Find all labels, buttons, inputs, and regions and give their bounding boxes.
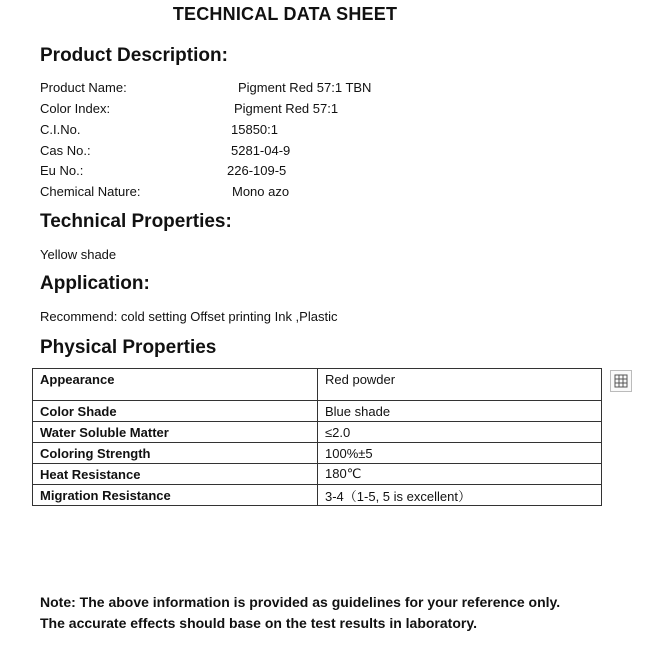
- technical-properties-heading: Technical Properties:: [40, 211, 232, 232]
- property-cell: Color Shade: [33, 401, 318, 422]
- table-row: [33, 464, 602, 485]
- table-row: [33, 485, 602, 506]
- value-cell: 100%±5: [318, 443, 602, 464]
- table-grid-icon-graphic: [611, 371, 631, 391]
- physical-properties-heading: Physical Properties: [40, 337, 217, 358]
- property-cell: Coloring Strength: [33, 443, 318, 464]
- eu-no-label: Eu No.:: [40, 163, 84, 178]
- chemical-nature-label: Chemical Nature:: [40, 184, 141, 199]
- value-cell: ≤2.0: [318, 422, 602, 443]
- value-cell: 3-4（1-5, 5 is excellent）: [318, 485, 602, 506]
- physical-properties-table: [32, 368, 602, 506]
- table-row: [33, 401, 602, 422]
- property-cell: Appearance: [33, 369, 318, 401]
- chemical-nature-value: Mono azo: [232, 184, 290, 199]
- value-cell: 180℃: [318, 464, 602, 485]
- document-title: TECHNICAL DATA SHEET: [172, 4, 398, 24]
- eu-no-value: 226-109-5: [227, 163, 287, 178]
- property-cell: Migration Resistance: [33, 485, 318, 506]
- value-cell: Blue shade: [318, 401, 602, 422]
- table-row: [33, 422, 602, 443]
- value-cell: Red powder: [318, 369, 602, 401]
- color-index-value: Pigment Red 57:1: [234, 101, 339, 116]
- ci-no-value: 15850:1: [231, 122, 278, 137]
- table-grid-icon[interactable]: [610, 370, 632, 392]
- cas-no-value: 5281-04-9: [231, 143, 291, 158]
- property-cell: Water Soluble Matter: [33, 422, 318, 443]
- note-line-1: Note: The above information is provided as guidelines for your reference only.: [40, 594, 561, 610]
- cas-no-label: Cas No.:: [40, 143, 91, 158]
- color-index-label: Color Index:: [40, 101, 111, 116]
- product-description-heading: Product Description:: [40, 45, 228, 66]
- table-row: [33, 369, 602, 401]
- product-name-label: Product Name:: [40, 80, 127, 95]
- application-text: Recommend: cold setting Offset printing Ink ,Plastic: [40, 309, 338, 324]
- application-heading: Application:: [40, 273, 150, 294]
- product-name-value: Pigment Red 57:1 TBN: [238, 80, 372, 95]
- ci-no-label: C.I.No.: [40, 122, 81, 137]
- property-cell: Heat Resistance: [33, 464, 318, 485]
- note-line-2: The accurate effects should base on the test results in laboratory.: [40, 615, 477, 631]
- table-row: [33, 443, 602, 464]
- technical-properties-text: Yellow shade: [40, 247, 117, 262]
